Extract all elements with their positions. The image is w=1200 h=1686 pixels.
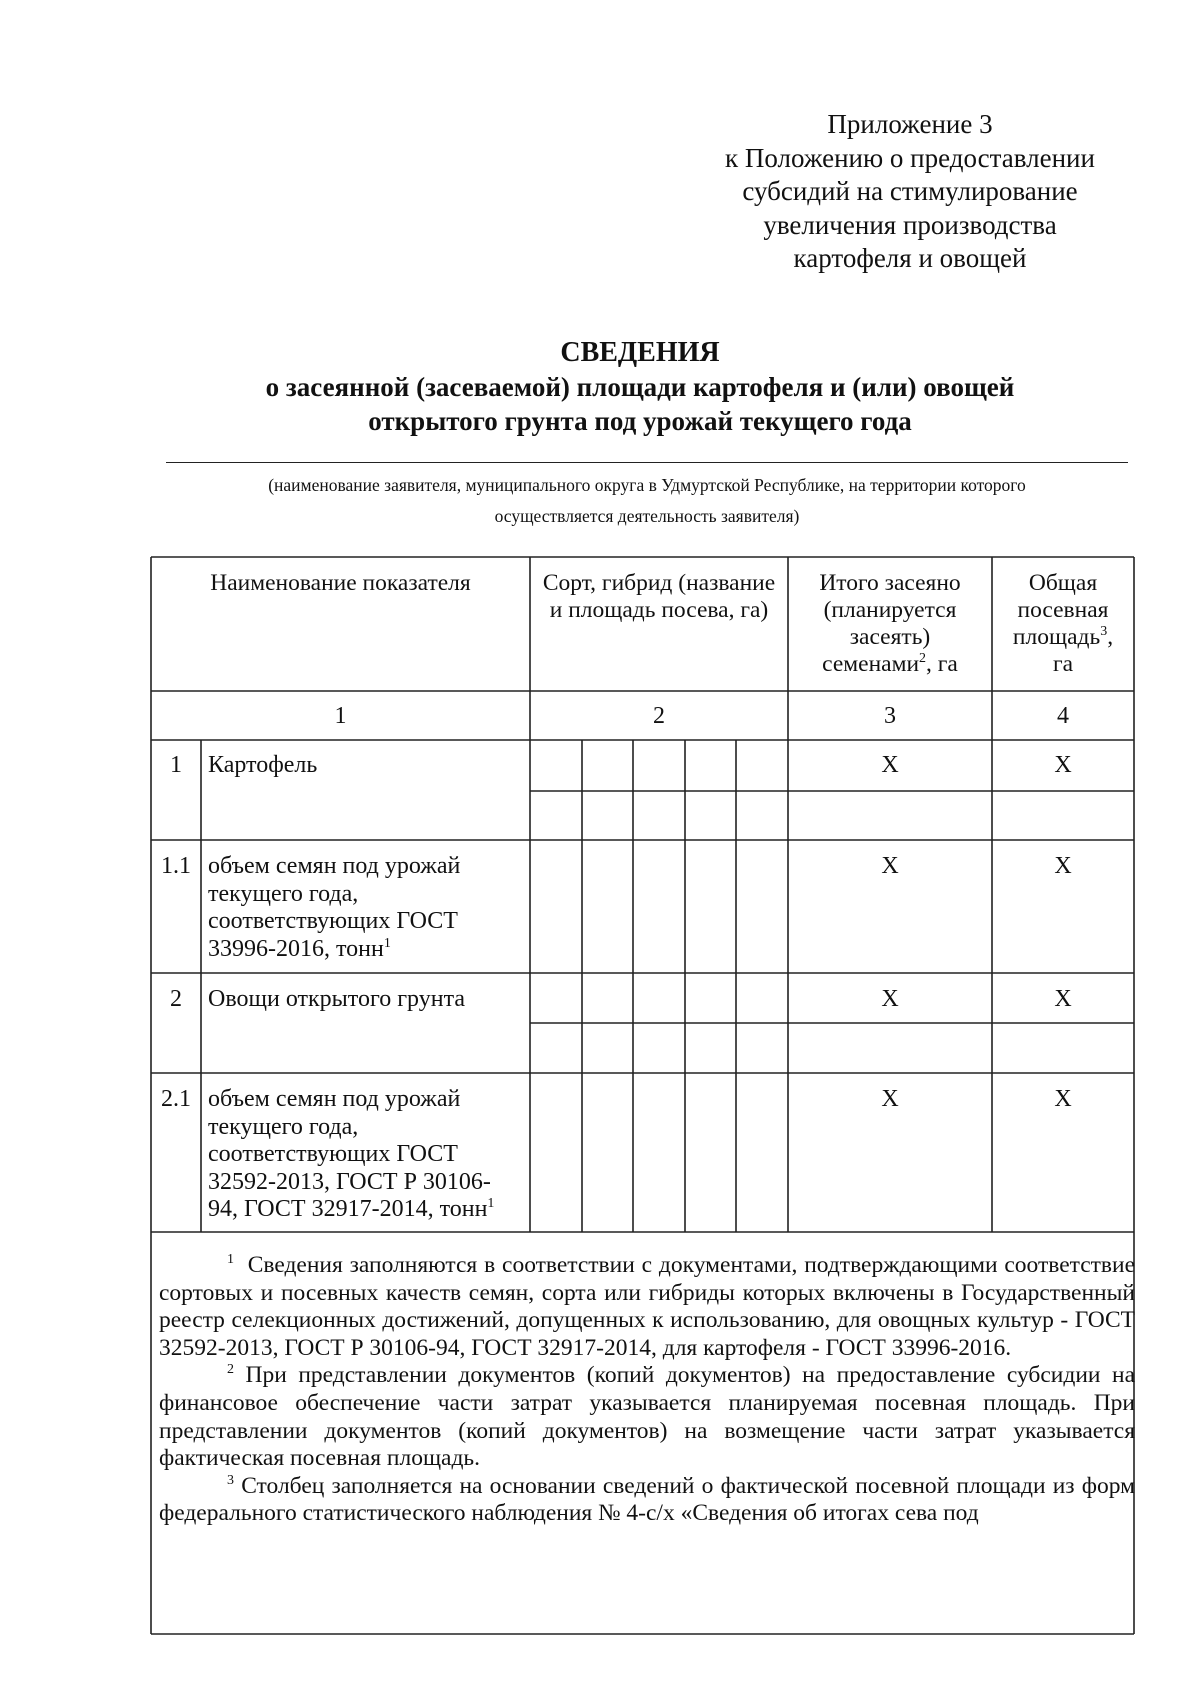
appendix-line: к Положению о предоставлении	[725, 142, 1095, 173]
applicant-caption-line-2: осуществляется деятельность заявителя)	[494, 506, 800, 526]
header-col-3-line: засеять)	[849, 624, 931, 650]
row-label-line: 32592-2013, ГОСТ Р 30106-	[208, 1168, 491, 1195]
header-col-2-line: Сорт, гибрид (название	[542, 570, 776, 596]
header-col-4-line	[992, 624, 1134, 651]
footnote-ref: 1	[383, 935, 391, 951]
row-number: 1.1	[161, 853, 191, 879]
title-line-1: о засеянной (засеваемой) площади картофеля и (или) овощей	[265, 372, 1015, 402]
row-label-line: соответствующих ГОСТ	[208, 1141, 458, 1167]
row-number: 2	[170, 986, 182, 1012]
col-number-4: 4	[1057, 703, 1069, 729]
row-col-4-value: X	[1054, 986, 1072, 1012]
footnote-1	[159, 1252, 1135, 1362]
footnote-ref: 2	[919, 651, 927, 667]
header-col-2-line: и площадь посева, га)	[549, 597, 769, 623]
title-line-2: открытого грунта под урожай текущего года	[368, 406, 912, 436]
footnote-text: При представлении документов (копий документов) на предоставление субсидии на финансовое обеспечение части затрат указывается планируемая посевная площадь. При представлении документов (копий документов) на возмещение части затрат указывается фактическая посевная площадь.	[159, 1362, 1135, 1472]
col-number-3: 3	[884, 703, 896, 729]
row-number: 2.1	[161, 1086, 191, 1112]
footnote-text: Сведения заполняются в соответствии с документами, подтверждающими соответствие сортовых и посевных качеств семян, сорта или гибриды которых включены в Государственный реестр селекционных достижений, допущенных к использованию, для овощных культур - ГОСТ 32592-2013, ГОСТ Р 30106-94, ГОСТ 32917-2014, для картофеля - ГОСТ 33996-2016.	[159, 1252, 1136, 1361]
row-col-3-value: X	[881, 853, 899, 879]
row-label	[208, 986, 528, 1014]
row-col-3-value: X	[881, 986, 899, 1012]
appendix-line: картофеля и овощей	[793, 243, 1027, 273]
header-col-4-tail: ,	[1107, 624, 1114, 650]
header-col-3-tail: , га	[926, 651, 958, 677]
row-label	[208, 752, 528, 780]
row-col-3-value: X	[881, 752, 899, 778]
row-col-4-value: X	[1054, 752, 1072, 778]
header-col-1: Наименование показателя	[210, 570, 471, 596]
row-label-line: Картофель	[208, 752, 318, 778]
footnote-number: 1	[227, 1252, 234, 1268]
row-label-text: 33996-2016, тонн	[208, 935, 384, 962]
row-label-line: объем семян под урожай	[208, 853, 461, 879]
header-col-3	[788, 570, 992, 678]
header-col-4	[992, 570, 1134, 678]
row-label	[208, 1086, 528, 1224]
row-col-4-value: X	[1054, 853, 1072, 879]
header-col-3-word: семенами	[822, 651, 920, 677]
row-label-text: 94, ГОСТ 32917-2014, тонн	[208, 1196, 488, 1222]
row-number: 1	[170, 752, 182, 778]
header-col-2	[530, 570, 788, 624]
footnote-ref: 3	[1100, 624, 1108, 640]
header-col-3-line	[788, 651, 992, 678]
title-main: СВЕДЕНИЯ	[560, 337, 720, 368]
header-col-3-line: (планируется	[823, 597, 957, 623]
row-col-3-value: X	[881, 1086, 899, 1112]
row-label-line: объем семян под урожай	[208, 1086, 461, 1112]
header-col-4-line: Общая	[1028, 570, 1098, 596]
footnote-3	[159, 1473, 1135, 1528]
footnote-number: 2	[227, 1362, 234, 1378]
row-label-line: Овощи открытого грунта	[208, 986, 466, 1012]
header-col-3-line: Итого засеяно	[819, 570, 961, 596]
row-label-line	[208, 1196, 528, 1224]
col-number-2: 2	[653, 703, 665, 729]
row-label	[208, 853, 528, 963]
footnotes	[159, 1252, 1135, 1528]
row-label-line: соответствующих ГОСТ	[208, 908, 458, 934]
header-col-4-line: посевная	[1017, 597, 1109, 623]
applicant-caption-line-1: (наименование заявителя, муниципального округа в Удмуртской Республике, на территории которого	[268, 475, 1026, 495]
header-col-4-word: площадь	[1012, 624, 1101, 650]
footnote-number: 3	[227, 1472, 234, 1488]
appendix-line: увеличения производства	[763, 209, 1057, 240]
col-number-1: 1	[334, 703, 347, 729]
footnote-ref: 1	[487, 1196, 495, 1211]
footnote-text: Столбец заполняется на основании сведений о фактической посевной площади из форм федерального статистического наблюдения № 4-с/х «Сведения об итогах сева под	[159, 1472, 1135, 1527]
row-label-line	[208, 936, 528, 964]
row-col-4-value: X	[1054, 1086, 1072, 1112]
row-label-line: текущего года,	[208, 1113, 359, 1140]
appendix-line: Приложение 3	[827, 109, 993, 139]
row-label-line: текущего года,	[208, 880, 359, 907]
appendix-line: субсидий на стимулирование	[742, 176, 1078, 206]
header-col-4-line: га	[1052, 651, 1074, 677]
footnote-2	[159, 1362, 1135, 1472]
